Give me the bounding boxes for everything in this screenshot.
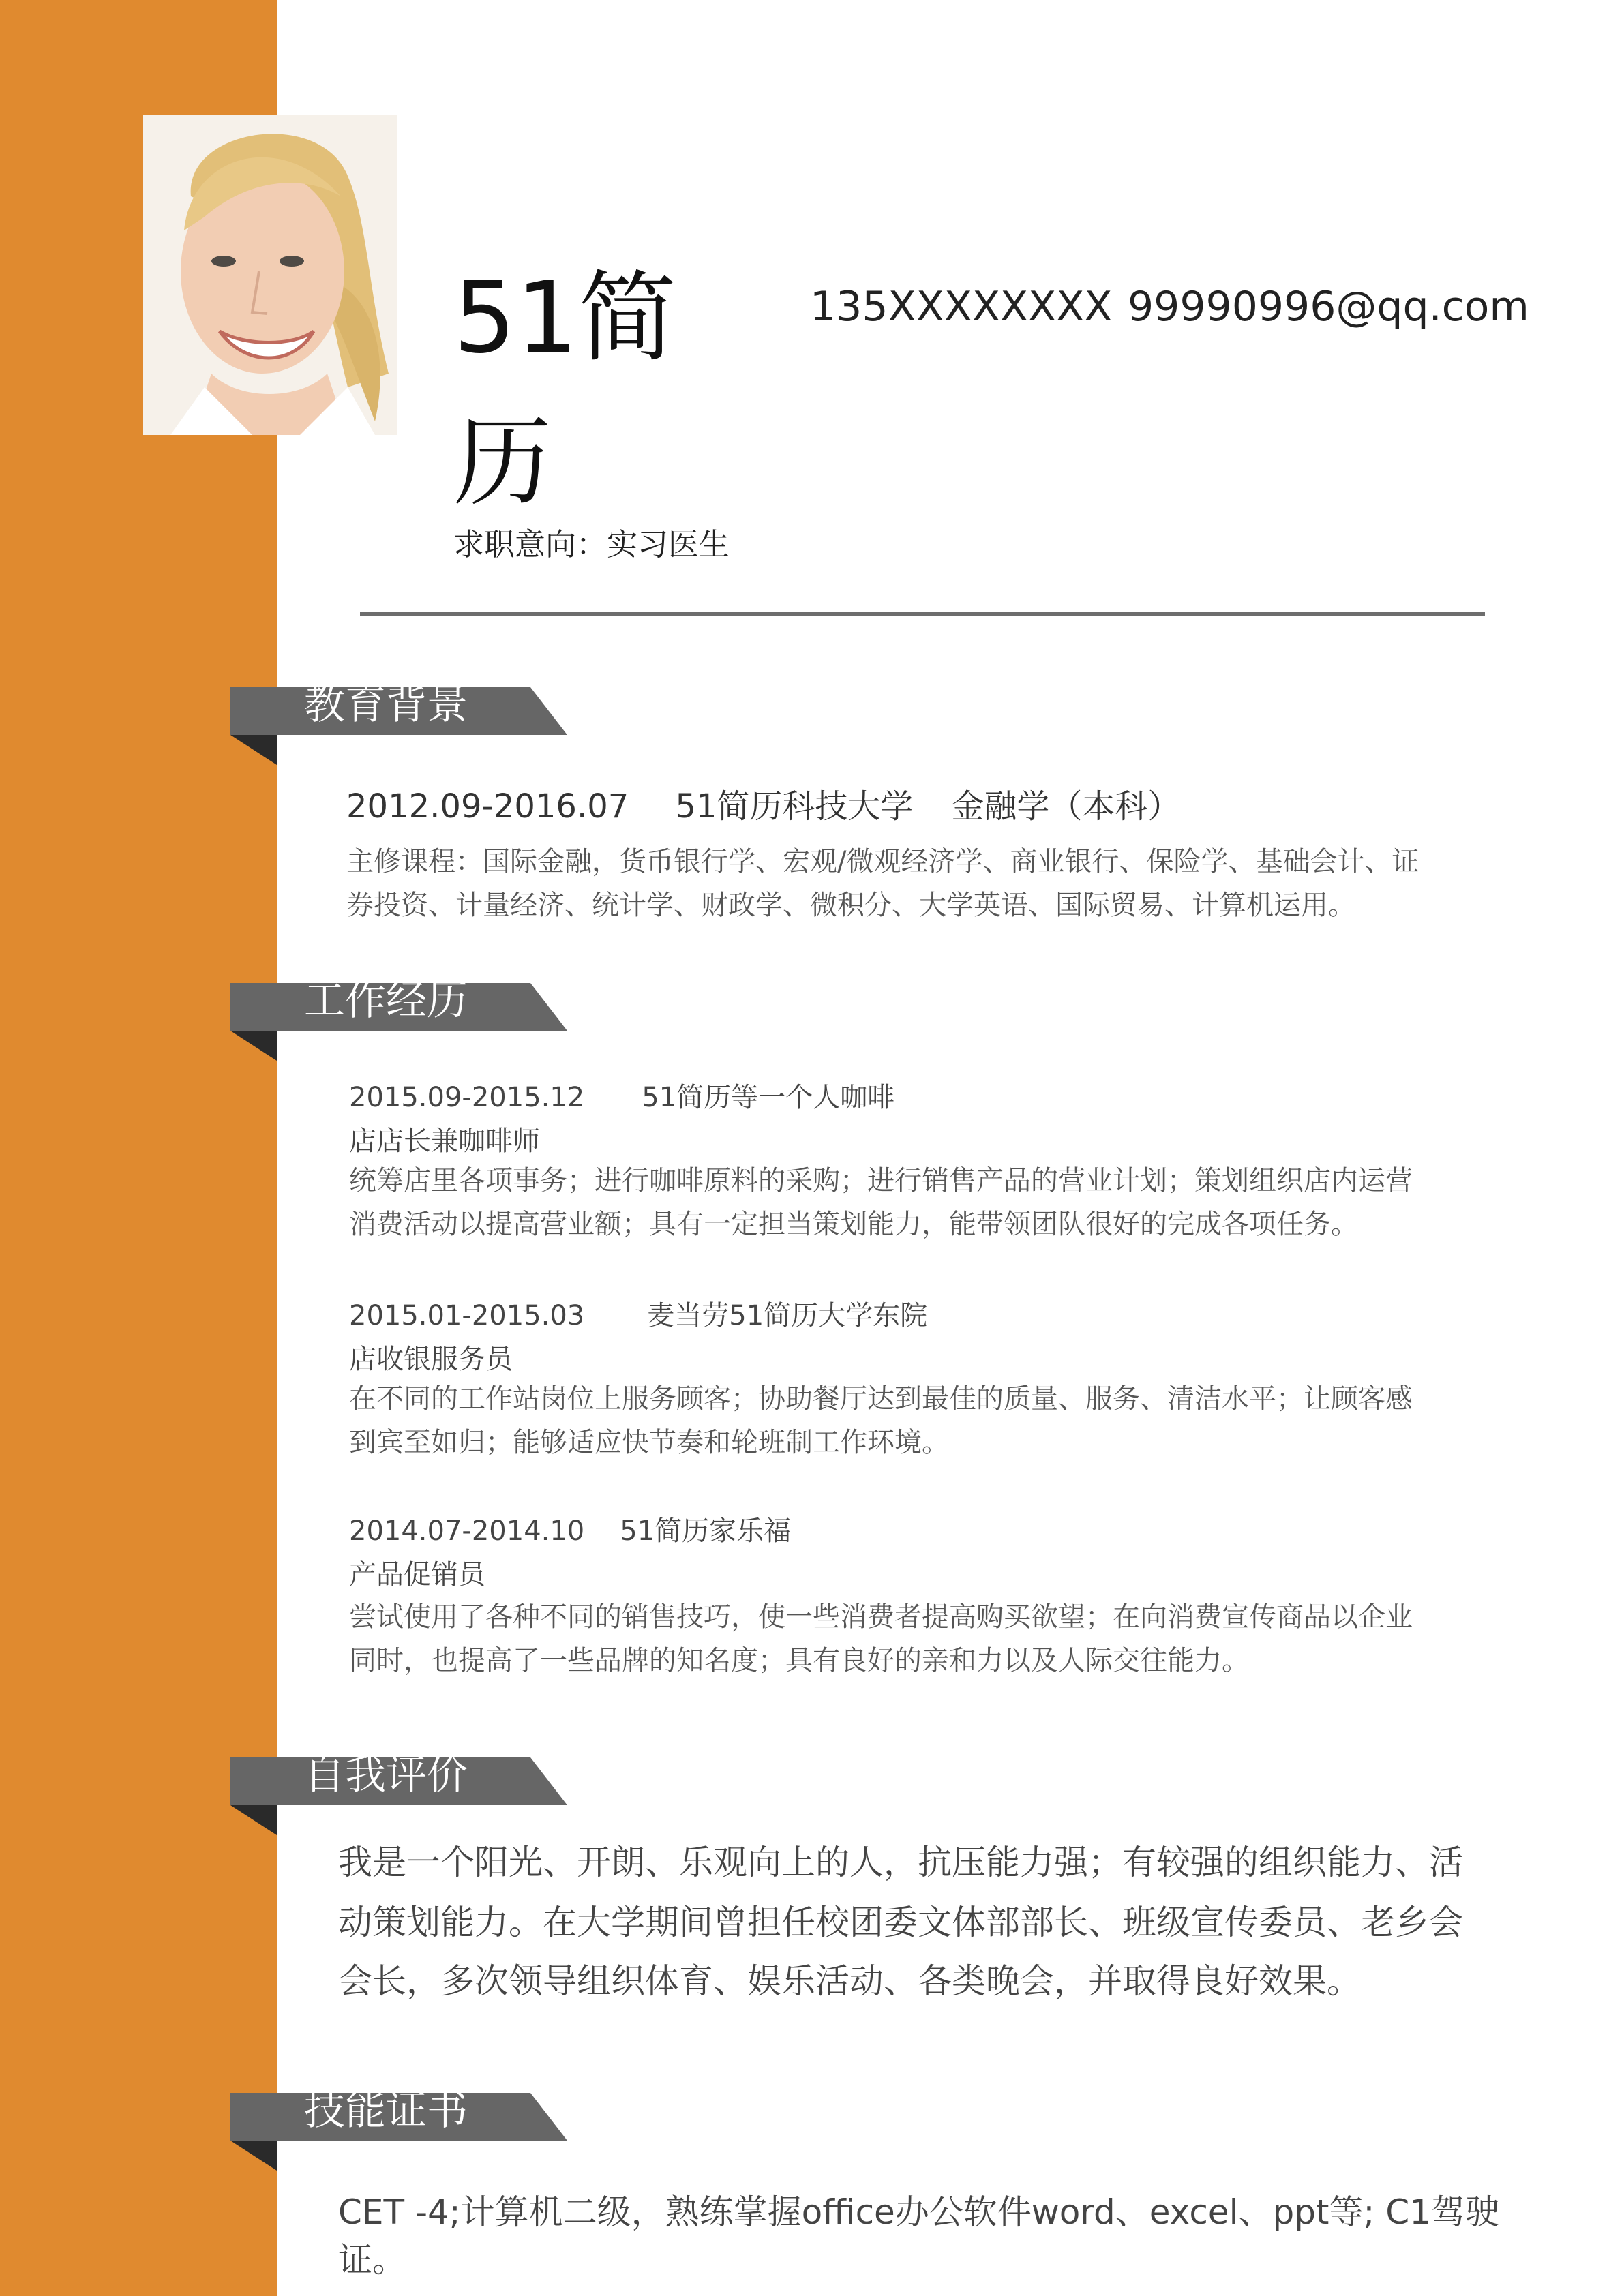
job-1-desc-line-1: 统筹店里各项事务；进行咖啡原料的采购；进行销售产品的营业计划；策划组织店内运营 — [349, 1165, 1413, 1196]
avatar — [143, 115, 397, 435]
education-courses-line-2: 券投资、计量经济、统计学、财政学、微积分、大学英语、国际贸易、计算机运用。 — [346, 890, 1355, 921]
email-address: 99990996@qq.com — [1128, 283, 1529, 331]
job-2-desc-line-2: 到宾至如归；能够适应快节奏和轮班制工作环境。 — [349, 1427, 949, 1458]
education-summary — [346, 780, 1180, 827]
job-intent — [453, 519, 730, 564]
education-period: 2012.09-2016.07 — [346, 787, 629, 826]
education-school: 51简历科技大学 — [675, 787, 914, 826]
job-1-role: 店店长兼咖啡师 — [349, 1126, 540, 1157]
education-major: 金融学（本科） — [951, 787, 1181, 826]
job-period: 2014.07-2014.10 — [349, 1515, 585, 1547]
section-header-self-eval — [230, 1751, 567, 1805]
job-3-header — [349, 1509, 791, 1548]
education-courses-line-1: 主修课程：国际金融，货币银行学、宏观/微观经济学、商业银行、保险学、基础会计、证 — [346, 846, 1419, 877]
job-1-header — [349, 1076, 894, 1115]
job-1-desc-line-2: 消费活动以提高营业额；具有一定担当策划能力，能带领团队很好的完成各项任务。 — [349, 1209, 1358, 1240]
phone-number: 135XXXXXXXX — [810, 283, 1113, 331]
section-header-education — [230, 681, 567, 735]
job-company: 51简历家乐福 — [620, 1515, 792, 1547]
job-intent-label: 求职意向： — [453, 526, 607, 562]
self-eval-line-3: 会长，多次领导组织体育、娱乐活动、各类晚会，并取得良好效果。 — [338, 1961, 1361, 2001]
candidate-name — [453, 245, 678, 534]
name-line-2: 历 — [453, 405, 552, 519]
self-eval-line-2: 动策划能力。在大学期间曾担任校团委文体部部长、班级宣传委员、老乡会 — [338, 1903, 1463, 1942]
section-header-work — [230, 977, 567, 1031]
header-divider — [360, 612, 1485, 616]
job-3-desc-line-1: 尝试使用了各种不同的销售技巧，使一些消费者提高购买欲望；在向消费宣传商品以企业 — [349, 1601, 1413, 1633]
self-eval-line-1: 我是一个阳光、开朗、乐观向上的人，抗压能力强；有较强的组织能力、活 — [338, 1843, 1463, 1882]
job-period: 2015.01-2015.03 — [349, 1300, 585, 1331]
job-2-header — [349, 1294, 927, 1333]
job-intent-value: 实习医生 — [607, 526, 730, 562]
section-title: 自我评价 — [304, 1751, 468, 1799]
name-line-1: 51简 — [453, 260, 677, 375]
job-3-role: 产品促销员 — [349, 1559, 485, 1590]
job-company: 51简历等一个人咖啡 — [642, 1082, 895, 1113]
skills-line-2: 证。 — [338, 2240, 406, 2280]
portrait-illustration — [143, 115, 397, 435]
job-2-desc-line-1: 在不同的工作站岗位上服务顾客；协助餐厅达到最佳的质量、服务、清洁水平；让顾客感 — [349, 1383, 1413, 1415]
section-title: 工作经历 — [304, 977, 468, 1025]
section-title: 教育背景 — [304, 681, 468, 729]
job-company: 麦当劳51简历大学东院 — [647, 1300, 928, 1331]
section-header-skills — [230, 2087, 567, 2141]
job-2-role: 店收银服务员 — [349, 1344, 513, 1375]
section-title: 技能证书 — [304, 2087, 468, 2134]
job-period: 2015.09-2015.12 — [349, 1082, 585, 1113]
skills-line-1: CET -4;计算机二级，熟练掌握office办公软件word、excel、ppt等; C1驾驶 — [338, 2192, 1500, 2232]
job-3-desc-line-2: 同时，也提高了一些品牌的知名度；具有良好的亲和力以及人际交往能力。 — [349, 1645, 1249, 1676]
